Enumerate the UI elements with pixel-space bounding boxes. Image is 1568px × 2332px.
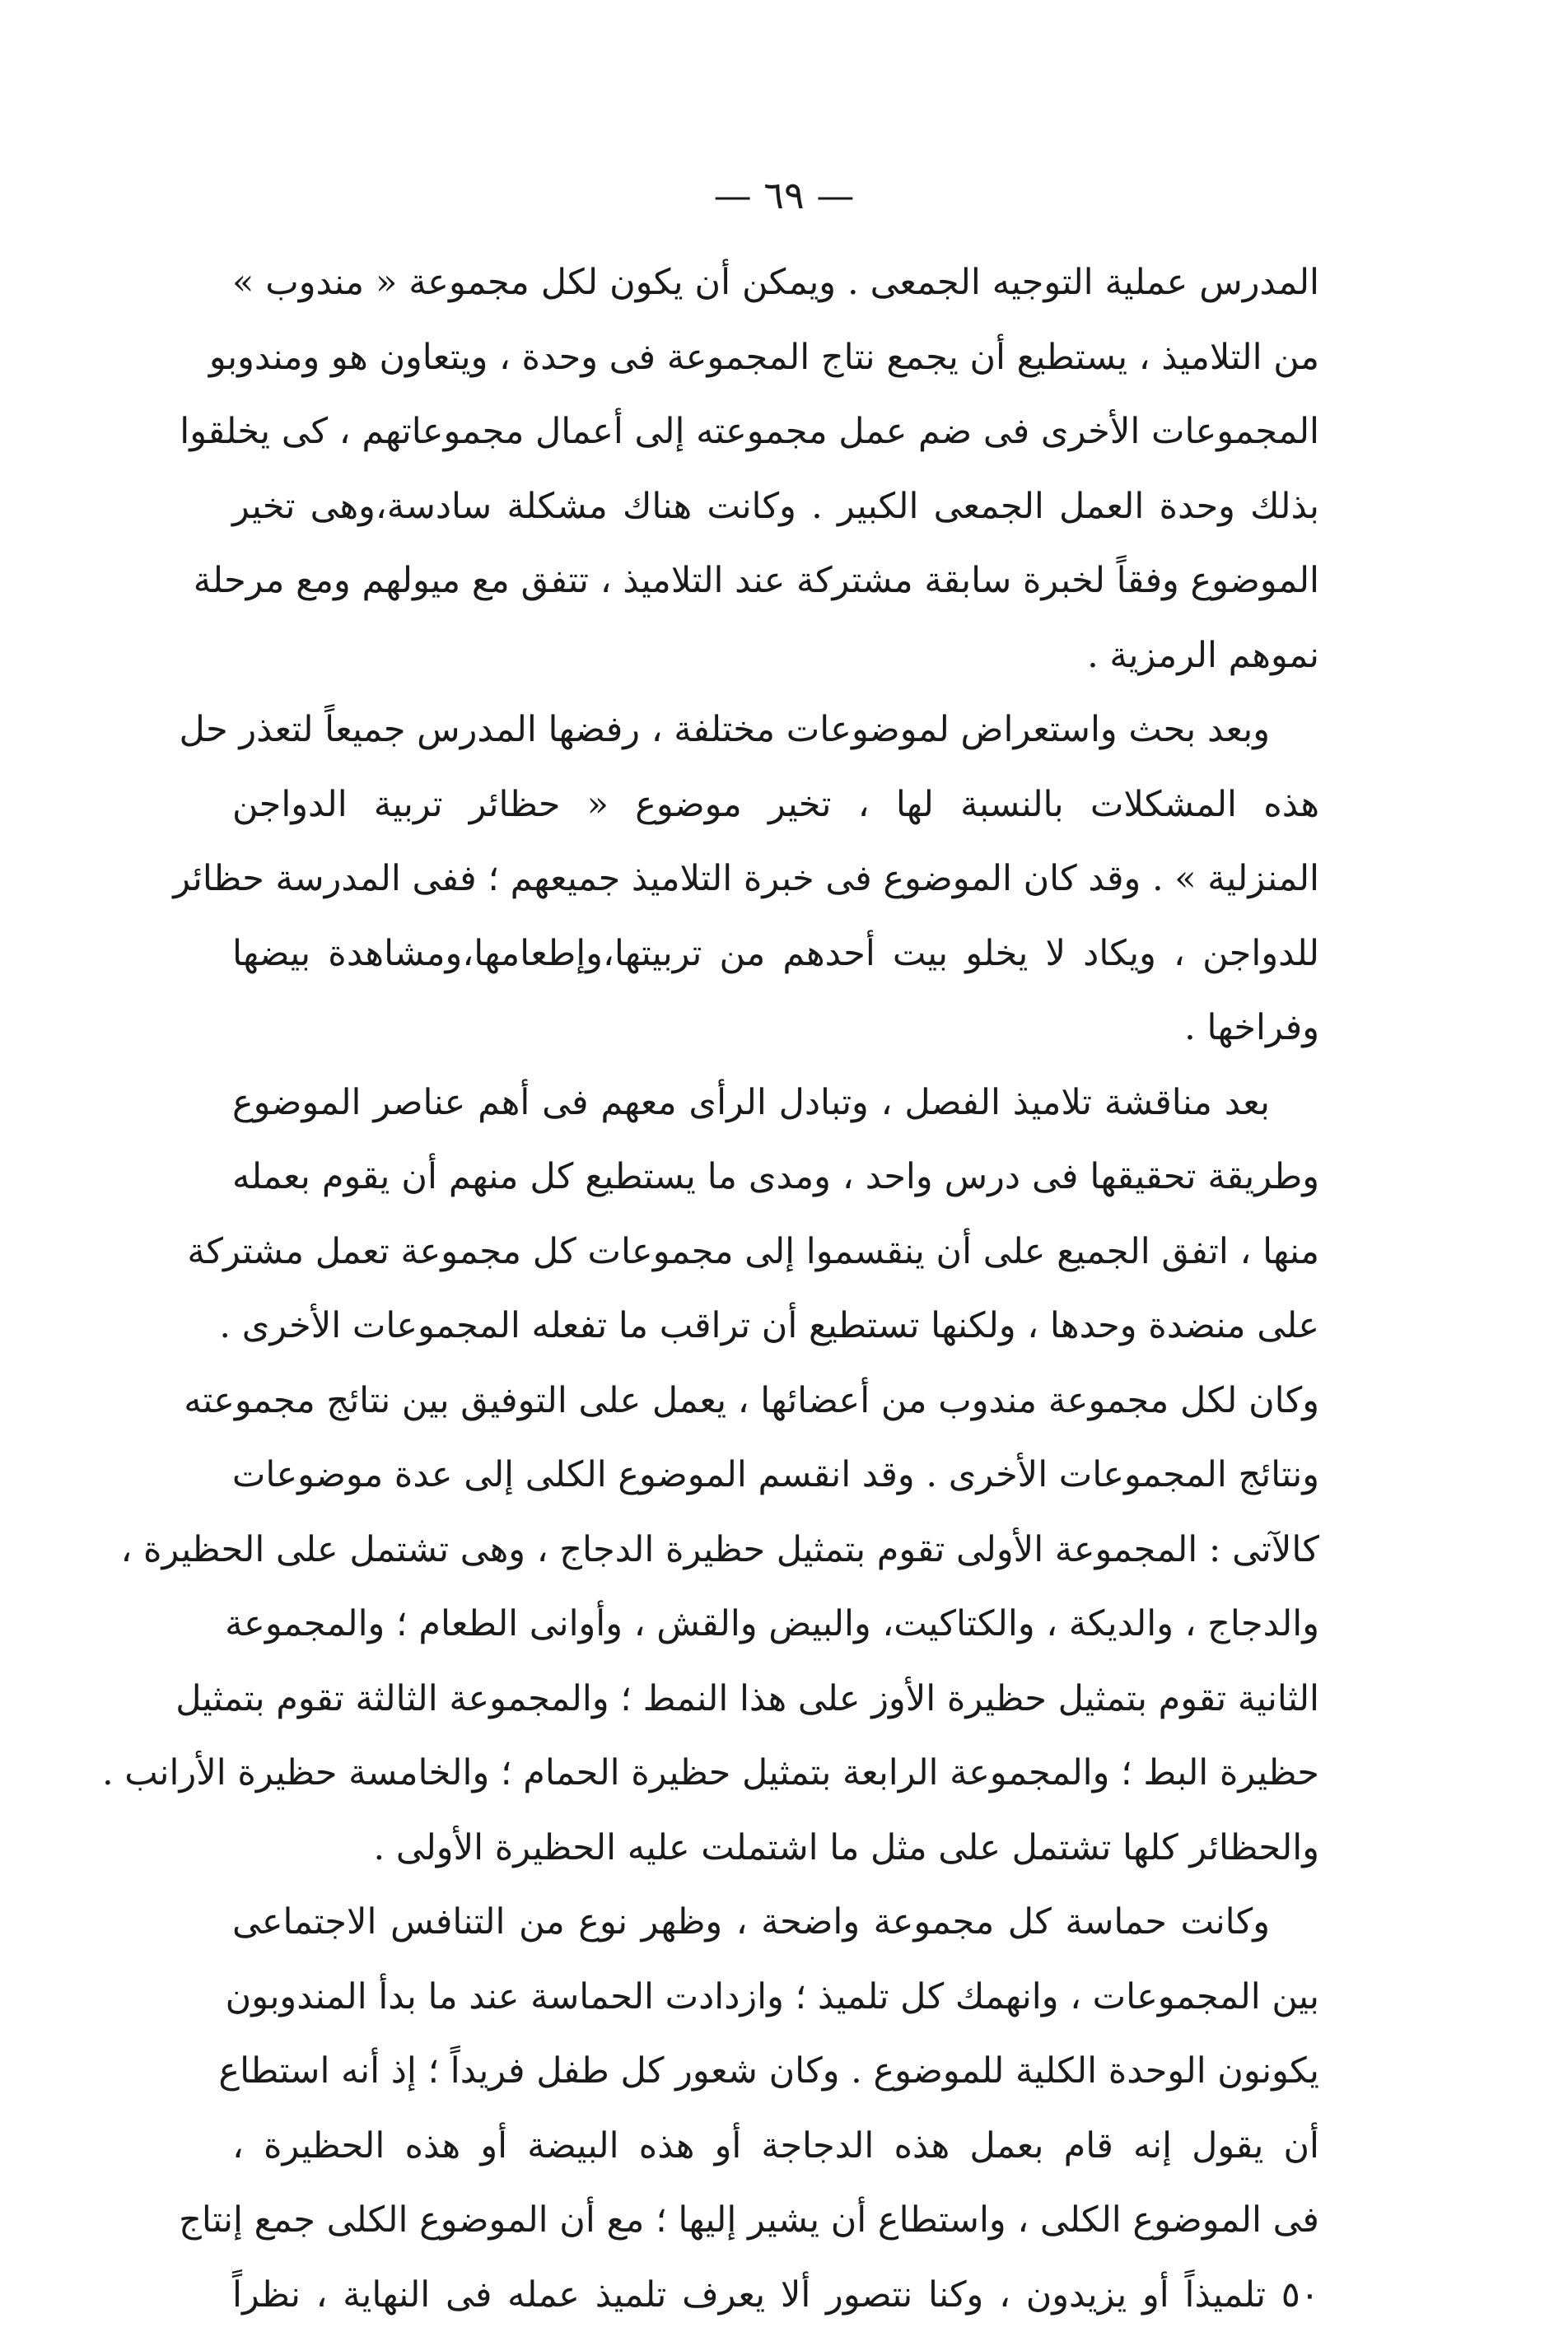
- text-line: نموهم الرمزية .: [232, 618, 1319, 693]
- text-line: وفراخها .: [232, 991, 1319, 1066]
- text-line: المجموعات الأخرى فى ضم عمل مجموعته إلى أعمال مجموعاتهم ، كى يخلقوا: [232, 394, 1319, 469]
- text-line: الثانية تقوم بتمثيل حظيرة الأوز على هذا النمط ؛ والمجموعة الثالثة تقوم بتمثيل: [232, 1662, 1319, 1737]
- text-line: ونتائج المجموعات الأخرى . وقد انقسم الموضوع الكلى إلى عدة موضوعات: [232, 1438, 1319, 1513]
- text-line: هذه المشكلات بالنسبة لها ، تخير موضوع « حظائر تربية الدواجن: [232, 767, 1319, 842]
- text-line: بين المجموعات ، وانهمك كل تلميذ ؛ وازدادت الحماسة عند ما بدأ المندوبون: [232, 1960, 1319, 2035]
- text-line: والدجاج ، والديكة ، والكتاكيت، والبيض والقش ، وأوانى الطعام ؛ والمجموعة: [232, 1587, 1319, 1662]
- text-line: منها ، اتفق الجميع على أن ينقسموا إلى مجموعات كل مجموعة تعمل مشتركة: [232, 1215, 1319, 1290]
- text-line: من التلاميذ ، يستطيع أن يجمع نتاج المجموعة فى وحدة ، ويتعاون هو ومندوبو: [232, 320, 1319, 395]
- body-text: [232, 245, 1319, 2332]
- text-line: وكان لكل مجموعة مندوب من أعضائها ، يعمل على التوفيق بين نتائج مجموعته: [232, 1364, 1319, 1439]
- text-line: المدرس عملية التوجيه الجمعى . ويمكن أن يكون لكل مجموعة « مندوب »: [232, 245, 1319, 320]
- text-line: حظيرة البط ؛ والمجموعة الرابعة بتمثيل حظيرة الحمام ؛ والخامسة حظيرة الأرانب .: [232, 1736, 1319, 1811]
- text-line: يكونون الوحدة الكلية للموضوع . وكان شعور كل طفل فريداً ؛ إذ أنه استطاع: [232, 2034, 1319, 2109]
- text-line: للدواجن ، ويكاد لا يخلو بيت أحدهم من تربيتها،وإطعامها،ومشاهدة بيضها: [232, 916, 1319, 991]
- text-line: وكانت حماسة كل مجموعة واضحة ، وظهر نوع من التنافس الاجتماعى: [232, 1885, 1319, 1960]
- text-line: وطريقة تحقيقها فى درس واحد ، ومدى ما يستطيع كل منهم أن يقوم بعمله: [232, 1140, 1319, 1215]
- text-line: فى الموضوع الكلى ، واستطاع أن يشير إليها ؛ مع أن الموضوع الكلى جمع إنتاج: [232, 2183, 1319, 2258]
- text-line: الموضوع وفقاً لخبرة سابقة مشتركة عند التلاميذ ، تتفق مع ميولهم ومع مرحلة: [232, 543, 1319, 618]
- text-line: بذلك وحدة العمل الجمعى الكبير . وكانت هناك مشكلة سادسة،وهى تخير: [232, 469, 1319, 544]
- text-line: وبعد بحث واستعراض لموضوعات مختلفة ، رفضها المدرس جميعاً لتعذر حل: [232, 693, 1319, 767]
- text-line: ٥٠ تلميذاً أو يزيدون ، وكنا نتصور ألا يعرف تلميذ عمله فى النهاية ، نظراً: [232, 2258, 1319, 2332]
- text-line: بعد مناقشة تلاميذ الفصل ، وتبادل الرأى معهم فى أهم عناصر الموضوع: [232, 1066, 1319, 1140]
- text-line: المنزلية » . وقد كان الموضوع فى خبرة التلاميذ جميعهم ؛ ففى المدرسة حظائر: [232, 842, 1319, 916]
- text-line: كالآتى : المجموعة الأولى تقوم بتمثيل حظيرة الدجاج ، وهى تشتمل على الحظيرة ،: [232, 1513, 1319, 1588]
- text-line: أن يقول إنه قام بعمل هذه الدجاجة أو هذه البيضة أو هذه الحظيرة ،: [232, 2109, 1319, 2184]
- text-line: والحظائر كلها تشتمل على مثل ما اشتملت عليه الحظيرة الأولى .: [232, 1811, 1319, 1886]
- page-number: — ٦٩ —: [0, 173, 1568, 217]
- text-line: على منضدة وحدها ، ولكنها تستطيع أن تراقب ما تفعله المجموعات الأخرى .: [232, 1289, 1319, 1364]
